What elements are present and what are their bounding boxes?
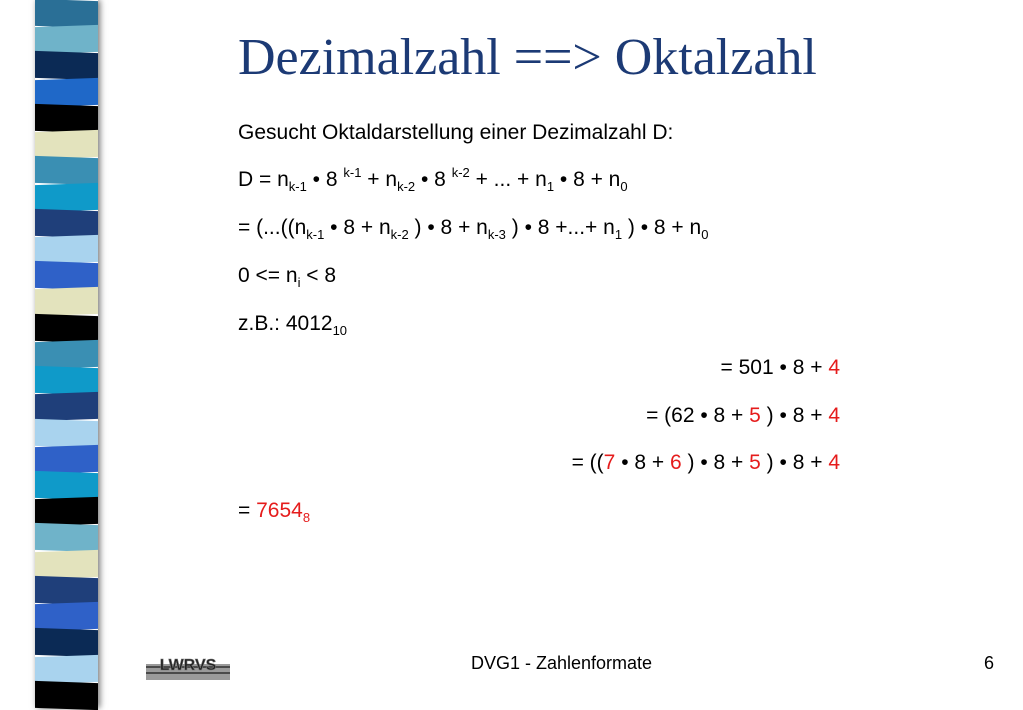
subscript: 1 [614, 227, 623, 242]
subscript: i [297, 275, 301, 290]
slide-title: Dezimalzahl ==> Oktalzahl [238, 29, 817, 86]
stripe-band [35, 340, 98, 369]
remainder-digit: 7 [603, 451, 616, 474]
text: = (( [571, 451, 604, 474]
subscript: 10 [332, 323, 348, 338]
remainder-digit: 4 [828, 451, 840, 474]
text: z.B.: 4012 [238, 312, 333, 335]
stripe-band [35, 235, 98, 264]
text: ) • 8 + [760, 451, 829, 474]
stripe-band [35, 0, 98, 28]
step-line-1 [721, 355, 840, 381]
subscript: 0 [620, 179, 628, 194]
result-value: 7654 [256, 499, 303, 522]
text: ) • 8 + n [408, 216, 488, 239]
intro-line: Gesucht Oktaldarstellung einer Dezimalzahl D: [238, 121, 674, 144]
text: • 8 [415, 168, 452, 191]
remainder-digit: 4 [828, 356, 840, 379]
text: ) • 8 + n [622, 216, 702, 239]
exponent: k-2 [451, 165, 470, 180]
stripe-band [35, 51, 98, 80]
text: • 8 [306, 168, 344, 191]
stripe-band [35, 156, 98, 185]
stripe-band [35, 182, 98, 211]
text: ) • 8 + [681, 451, 750, 474]
text: = (...((n [238, 216, 307, 239]
stripe-band [35, 497, 98, 526]
stripe-band [35, 681, 98, 710]
text: = 501 • 8 + [720, 356, 829, 379]
subscript: k-2 [390, 227, 409, 242]
stripe-band [35, 392, 98, 421]
remainder-digit: 4 [828, 404, 840, 427]
stripe-band [35, 261, 98, 290]
subscript: 1 [546, 179, 555, 194]
stripe-band [35, 523, 98, 552]
text: < 8 [300, 264, 337, 287]
result-line [238, 498, 310, 524]
decorative-stripe-bar [35, 0, 98, 708]
stripe-band [35, 366, 98, 395]
stripe-band [35, 287, 98, 316]
subscript: 0 [701, 227, 709, 242]
stripe-band [35, 104, 98, 133]
stripe-band [35, 78, 98, 107]
text: = (62 • 8 + [646, 404, 750, 427]
text: 0 <= n [238, 264, 298, 287]
remainder-digit: 5 [749, 451, 761, 474]
exponent: k-1 [343, 165, 362, 180]
stripe-band [35, 25, 98, 54]
stripe-band [35, 314, 98, 343]
text: • 8 + n [554, 168, 621, 191]
text: • 8 + n [324, 216, 391, 239]
footer-title: DVG1 - Zahlenformate [470, 653, 653, 673]
subscript: k-1 [306, 227, 325, 242]
example-line [238, 311, 347, 337]
constraint-line [238, 263, 336, 289]
step-line-2 [646, 403, 840, 429]
formula-line-1 [238, 167, 628, 193]
stripe-band [35, 445, 98, 474]
stripe-band [35, 471, 98, 500]
stripe-band [35, 418, 98, 447]
remainder-digit: 5 [749, 404, 761, 427]
page-number: 6 [983, 653, 994, 673]
stripe-band [35, 576, 98, 605]
subscript: k-1 [288, 179, 307, 194]
subscript: k-3 [487, 227, 506, 242]
stripe-band [35, 130, 98, 159]
stripe-band [35, 550, 98, 579]
text: D = n [238, 168, 289, 191]
logo-text: LWRVS [159, 657, 217, 674]
remainder-digit: 6 [670, 451, 682, 474]
text: • 8 + [615, 451, 670, 474]
text: + n [361, 168, 398, 191]
result-base: 8 [302, 510, 311, 525]
stripe-band [35, 602, 98, 631]
text: ) • 8 +...+ n [505, 216, 615, 239]
step-line-3 [572, 450, 840, 476]
text: + ... + n [469, 168, 547, 191]
text: = [238, 499, 257, 522]
subscript: k-2 [397, 179, 416, 194]
stripe-band [35, 209, 98, 238]
formula-line-2 [238, 215, 708, 241]
text: ) • 8 + [760, 404, 829, 427]
